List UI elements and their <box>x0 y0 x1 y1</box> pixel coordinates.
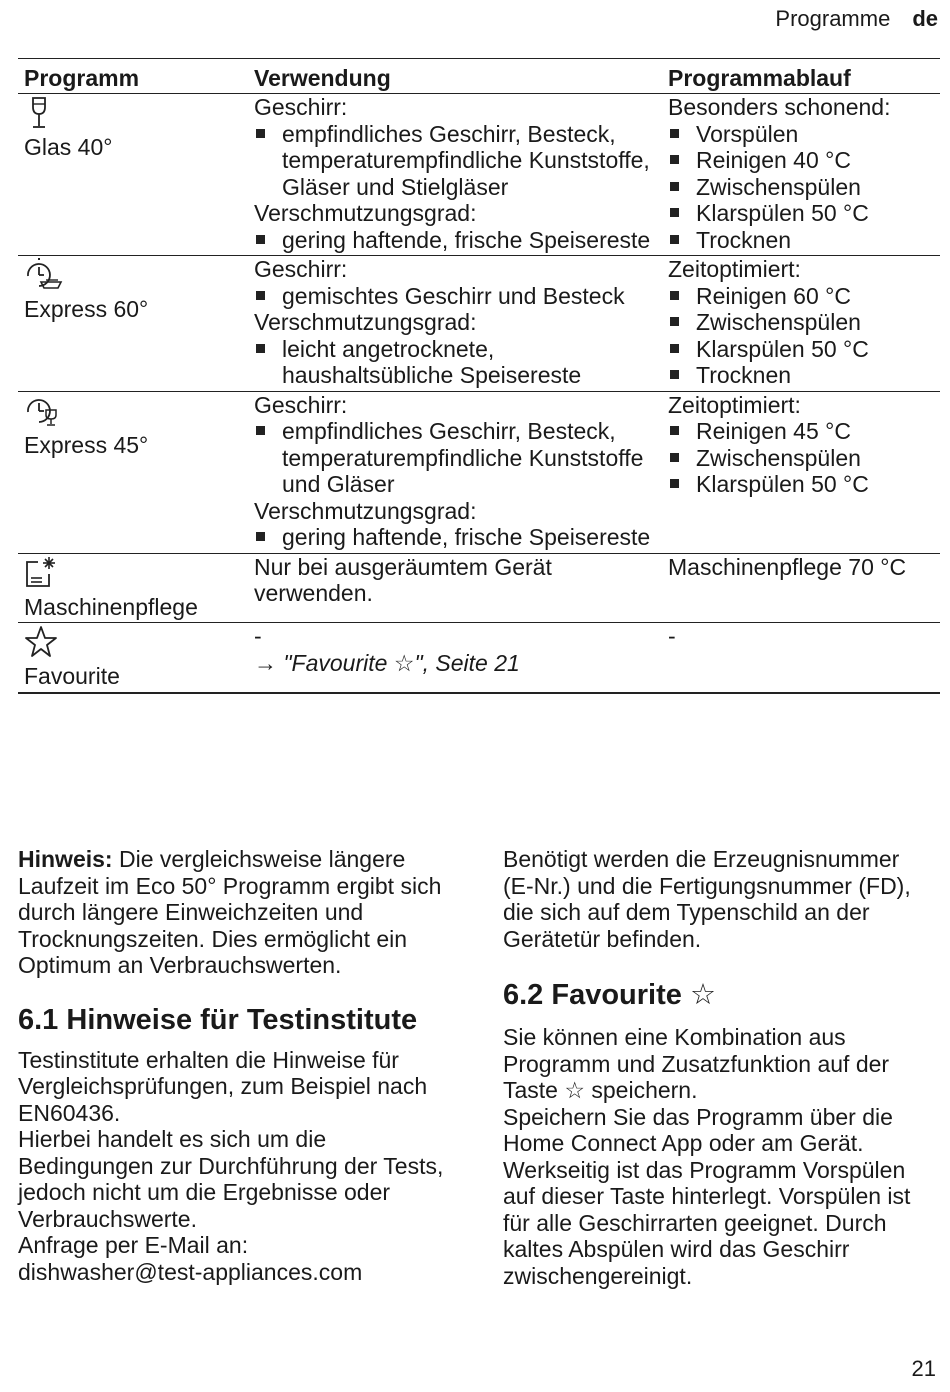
bullet-list <box>668 121 934 254</box>
section-heading <box>503 978 923 1012</box>
cell-text: Zeitoptimiert: <box>668 391 801 418</box>
note-label: Hinweis: <box>18 846 113 872</box>
cell-text: - <box>254 623 262 649</box>
usage-cell <box>248 256 662 392</box>
usage-cell <box>248 391 662 553</box>
list-item: Reinigen 60 °C <box>668 283 934 310</box>
program-cell <box>18 391 248 553</box>
section-heading: 6.1 Hinweise für Testinstitute <box>18 1003 418 1036</box>
list-item: gering haftende, frische Speisereste <box>254 524 656 551</box>
paragraph: Speichern Sie das Programm über die Home Connect App oder am Gerät. <box>503 1103 893 1156</box>
cell-text: Geschirr: <box>254 256 348 282</box>
cell-text: Nur bei ausgeräumtem Gerät verwenden. <box>254 553 552 606</box>
right-column <box>503 846 923 1289</box>
paragraph: Hierbei handelt es sich um die Bedingungen zur Durchführung der Tests, jedoch nicht um die Ergebnisse oder Verbrauchswerte. <box>18 1126 444 1232</box>
paragraph: Werkseitig ist das Programm Vorspülen auf dieser Taste hinterlegt. Vorspülen ist für alle Geschirrarten geeignet. Durch kaltes Abspülen wird das Geschirr zwischengereinigt. <box>503 1156 911 1289</box>
language-code: de <box>912 6 938 31</box>
usage-cell <box>248 94 662 256</box>
list-item: Klarspülen 50 °C <box>668 471 934 498</box>
bullet-list <box>668 418 934 498</box>
cell-text: Zeitoptimiert: <box>668 256 801 282</box>
cell-text: Geschirr: <box>254 94 348 120</box>
program-table <box>18 58 940 694</box>
list-item: leicht angetrocknete, haushaltsübliche Speisereste <box>254 336 656 389</box>
bullet-list <box>254 524 656 551</box>
note-paragraph <box>18 846 458 979</box>
running-header <box>775 6 938 32</box>
program-cell <box>18 94 248 256</box>
wine-glass-icon <box>24 96 242 130</box>
cell-text: Verschmutzungsgrad: <box>254 309 477 335</box>
machine-care-icon <box>24 556 242 590</box>
list-item: gering haftende, frische Speisereste <box>254 227 656 254</box>
list-item: Zwischenspülen <box>668 174 934 201</box>
cell-text: Maschinenpflege 70 °C <box>668 553 907 580</box>
paragraph: Testinstitute erhalten die Hinweise für Vergleichsprüfungen, zum Beispiel nach EN60436. <box>18 1046 428 1126</box>
bullet-list <box>254 336 656 389</box>
paragraph: Benötigt werden die Erzeugnisnummer (E-Nr.) und die Fertigungsnummer (FD), die sich auf dem Typenschild an der Gerätetür befinden. <box>503 846 911 952</box>
program-cell <box>18 623 248 693</box>
usage-cell <box>248 553 662 623</box>
sequence-cell <box>662 623 940 693</box>
left-column <box>18 846 458 1285</box>
email-address: dishwasher@test-appliances.com <box>18 1258 363 1285</box>
usage-cell <box>248 623 662 693</box>
table-header-row <box>18 59 940 94</box>
column-header: Programm <box>18 59 248 94</box>
express-dishes-icon <box>24 258 242 292</box>
program-cell <box>18 553 248 623</box>
list-item: Reinigen 45 °C <box>668 418 934 445</box>
list-item: Zwischenspülen <box>668 309 934 336</box>
list-item: Trocknen <box>668 362 934 389</box>
section-title: Programme <box>775 6 891 31</box>
list-item: Vorspülen <box>668 121 934 148</box>
page-number: 21 <box>911 1356 936 1381</box>
cell-text: Geschirr: <box>254 391 348 418</box>
sequence-cell <box>662 256 940 392</box>
list-item: Reinigen 40 °C <box>668 147 934 174</box>
list-item: gemischtes Geschirr und Besteck <box>254 283 656 310</box>
table-row <box>18 553 940 623</box>
list-item: Klarspülen 50 °C <box>668 336 934 363</box>
column-header: Verwendung <box>248 59 662 94</box>
sequence-cell <box>662 391 940 553</box>
express-glass-icon <box>24 394 242 428</box>
program-name: Express 45° <box>24 431 149 458</box>
bullet-list <box>254 227 656 254</box>
cross-reference: → "Favourite ☆", Seite 21 <box>254 649 520 676</box>
bullet-list <box>668 283 934 389</box>
list-item: Trocknen <box>668 227 934 254</box>
list-item: empfindliches Geschirr, Besteck, temperaturempfindliche Kunststoffe und Gläser <box>254 418 656 498</box>
bullet-list <box>254 418 656 498</box>
table-row <box>18 391 940 553</box>
list-item: empfindliches Geschirr, Besteck, temperaturempfindliche Kunststoffe, Gläser und Stielgläser <box>254 121 656 201</box>
program-cell <box>18 256 248 392</box>
paragraph: Sie können eine Kombination aus Programm und Zusatzfunktion auf der Taste ☆ speichern. <box>503 1024 890 1103</box>
bullet-list <box>254 121 656 201</box>
star-icon: ☆ <box>689 979 716 1011</box>
star-icon <box>24 625 242 659</box>
table-row <box>18 256 940 392</box>
column-header: Programmablauf <box>662 59 940 94</box>
cell-text: Verschmutzungsgrad: <box>254 497 477 524</box>
list-item: Klarspülen 50 °C <box>668 200 934 227</box>
note-text: Die vergleichsweise längere Laufzeit im Eco 50° Programm ergibt sich durch längere Einweichzeiten und Trocknungszeiten. Dies ermöglicht ein Optimum an Verbrauchswerten. <box>18 846 442 978</box>
cell-text: Besonders schonend: <box>668 94 891 120</box>
sequence-cell <box>662 94 940 256</box>
section-heading-text: 6.2 Favourite <box>503 979 682 1011</box>
program-name: Favourite <box>24 663 120 689</box>
table-row <box>18 623 940 693</box>
paragraph: Anfrage per E-Mail an: <box>18 1232 249 1258</box>
sequence-cell <box>662 553 940 623</box>
table-row <box>18 94 940 256</box>
cell-text: - <box>668 623 676 649</box>
program-name: Express 60° <box>24 296 149 322</box>
program-name: Maschinenpflege <box>24 593 198 620</box>
bullet-list <box>254 283 656 310</box>
program-name: Glas 40° <box>24 134 113 160</box>
list-item: Zwischenspülen <box>668 445 934 472</box>
cell-text: Verschmutzungsgrad: <box>254 200 477 226</box>
